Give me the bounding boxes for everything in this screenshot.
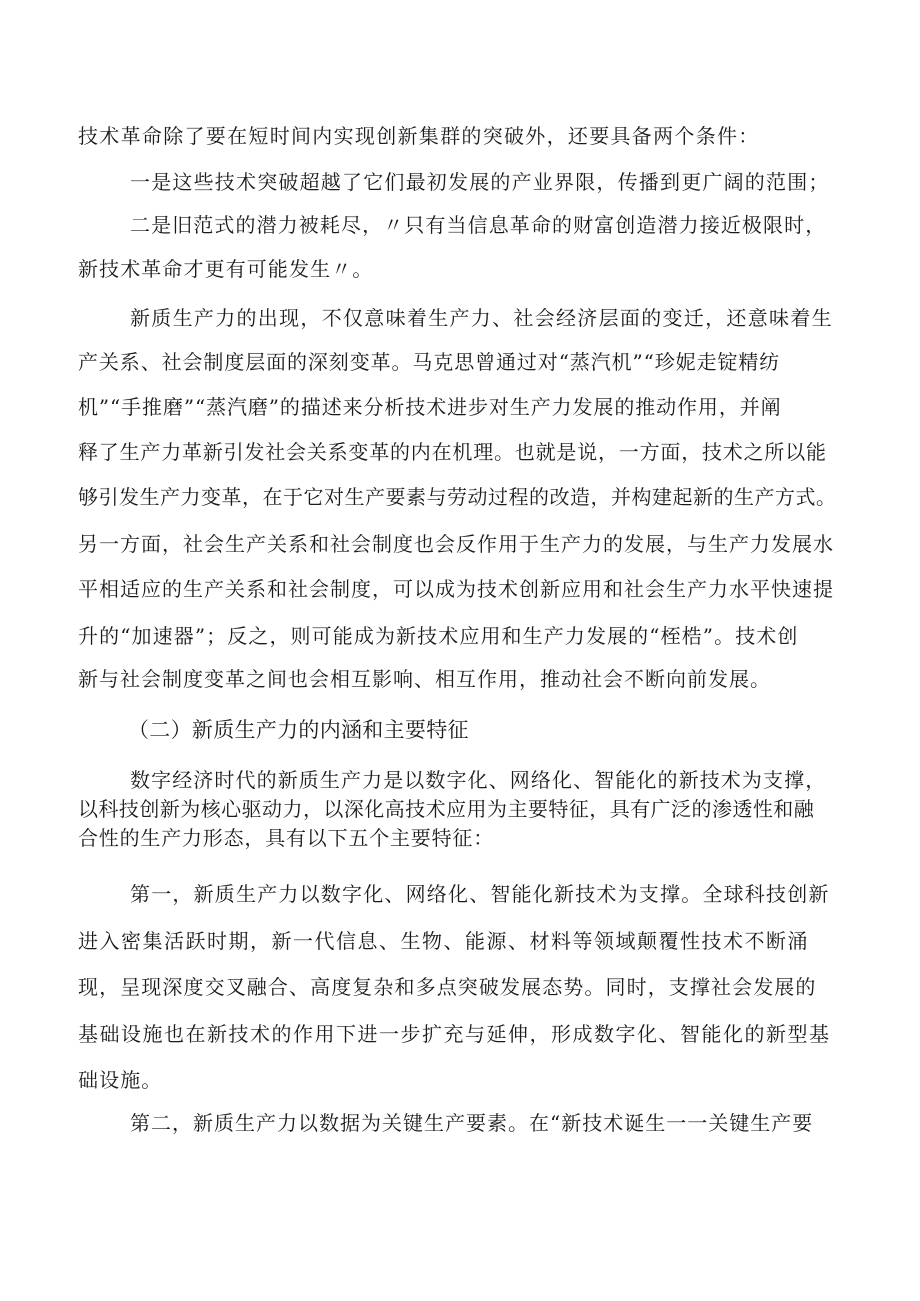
text-line: 产关系、社会制度层面的深刻变革。马克思曾通过对“蒸汽机”“珍妮走锭精纺 (78, 350, 781, 374)
text-line: 一是这些技术突破超越了它们最初发展的产业界限，传播到更广阔的范围； (130, 170, 830, 194)
text-line: 合性的生产力形态，具有以下五个主要特征： (78, 826, 494, 850)
text-line: 基础设施也在新技术的作用下进一步扩充与延伸，形成数字化、智能化的新型基 (78, 1022, 831, 1046)
text-line: 新质生产力的出现，不仅意味着生产力、社会经济层面的变迁，还意味着生 (130, 306, 833, 330)
text-line: 机”“手推磨”“蒸汽磨”的描述来分析技术进步对生产力发展的推动作用，并阐 (78, 395, 782, 419)
text-line: 升的“加速器”；反之，则可能成为新技术应用和生产力发展的“桎梏”。技术创 (78, 624, 799, 648)
text-line: 技术革命除了要在短时间内实现创新集群的突破外，还要具备两个条件： (78, 124, 760, 148)
text-line: 二是旧范式的潜力被耗尽，〃只有当信息革命的财富创造潜力接近极限时， (130, 213, 827, 237)
text-line: 现，呈现深度交叉融合、高度复杂和多点突破发展态势。同时，支撑社会发展的 (78, 975, 817, 999)
text-line: 够引发生产力变革，在于它对生产要素与劳动过程的改造，并构建起新的生产方式。 (78, 485, 837, 509)
text-line: 平相适应的生产关系和社会制度，可以成为技术创新应用和社会生产力水平快速提 (78, 577, 834, 601)
text-line: 以科技创新为核心驱动力，以深化高技术应用为主要特征，具有广泛的渗透性和融 (78, 797, 815, 821)
text-line: 新技术革命才更有可能发生〃。 (78, 257, 374, 281)
text-line: 释了生产力革新引发社会关系变革的内在机理。也就是说，一方面，技术之所以能 (78, 440, 827, 464)
text-line: 进入密集活跃时期，新一代信息、生物、能源、材料等领域颠覆性技术不断涌 (78, 929, 809, 953)
text-line: 另一方面，社会生产关系和社会制度也会反作用于生产力的发展，与生产力发展水 (78, 532, 834, 556)
text-line: 新与社会制度变革之间也会相互影响、相互作用，推动社会不断向前发展。 (78, 667, 771, 691)
text-line: 第二，新质生产力以数据为关键生产要素。在“新技术诞生一一关键生产要 (130, 1111, 814, 1135)
text-line: 础设施。 (78, 1068, 163, 1092)
section-heading: （二）新质生产力的内涵和主要特征 (128, 718, 469, 742)
text-line: 数字经济时代的新质生产力是以数字化、网络化、智能化的新技术为支撑， (130, 768, 827, 792)
text-line: 第一，新质生产力以数字化、网络化、智能化新技术为支撑。全球科技创新 (130, 882, 830, 906)
